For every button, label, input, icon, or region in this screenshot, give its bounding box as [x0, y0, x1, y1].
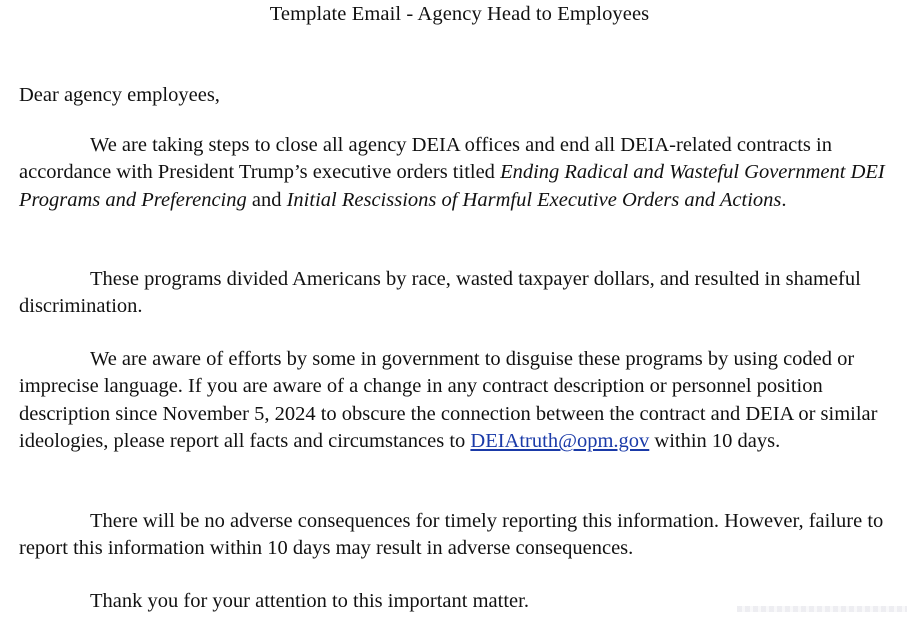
- paragraph-text: within 10 days.: [649, 430, 781, 453]
- paragraph-report-request: [19, 346, 912, 456]
- paragraph-programs: These programs divided Americans by race, wasted taxpayer dollars, and resulted in shameful discrimination.: [19, 268, 861, 318]
- document-title: Template Email - Agency Head to Employees: [269, 3, 650, 25]
- paragraph-deia-closure: [19, 132, 912, 214]
- paragraph-text: We are taking steps to close all agency DEIA offices and end all DEIA-related contracts in accordance with President Trump’s executive orders titled: [19, 134, 832, 184]
- paragraph-closing: Thank you for your attention to this important matter.: [90, 590, 529, 612]
- executive-order-title: Ending Radical and Wasteful Government DEI Programs and Preferencing: [19, 161, 885, 211]
- paragraph-text: and: [246, 188, 287, 211]
- executive-order-title: Initial Rescissions of Harmful Executive Orders and Actions: [286, 188, 782, 211]
- paragraph-text: .: [781, 188, 787, 211]
- faint-watermark: [737, 606, 907, 612]
- paragraph-text: We are aware of efforts by some in government to disguise these programs by using coded or imprecise language. If you are aware of a change in any contract description or personnel position description since November 5, 2024 to obscure the connection between the contract and DEIA or similar ideologies, please report all facts and circumstances to: [19, 348, 878, 453]
- report-email-link[interactable]: DEIAtruth@opm.gov: [470, 430, 650, 453]
- paragraph-consequences: There will be no adverse consequences for timely reporting this information. However, failure to report this information within 10 days may result in adverse consequences.: [19, 510, 884, 560]
- salutation: Dear agency employees,: [19, 84, 220, 106]
